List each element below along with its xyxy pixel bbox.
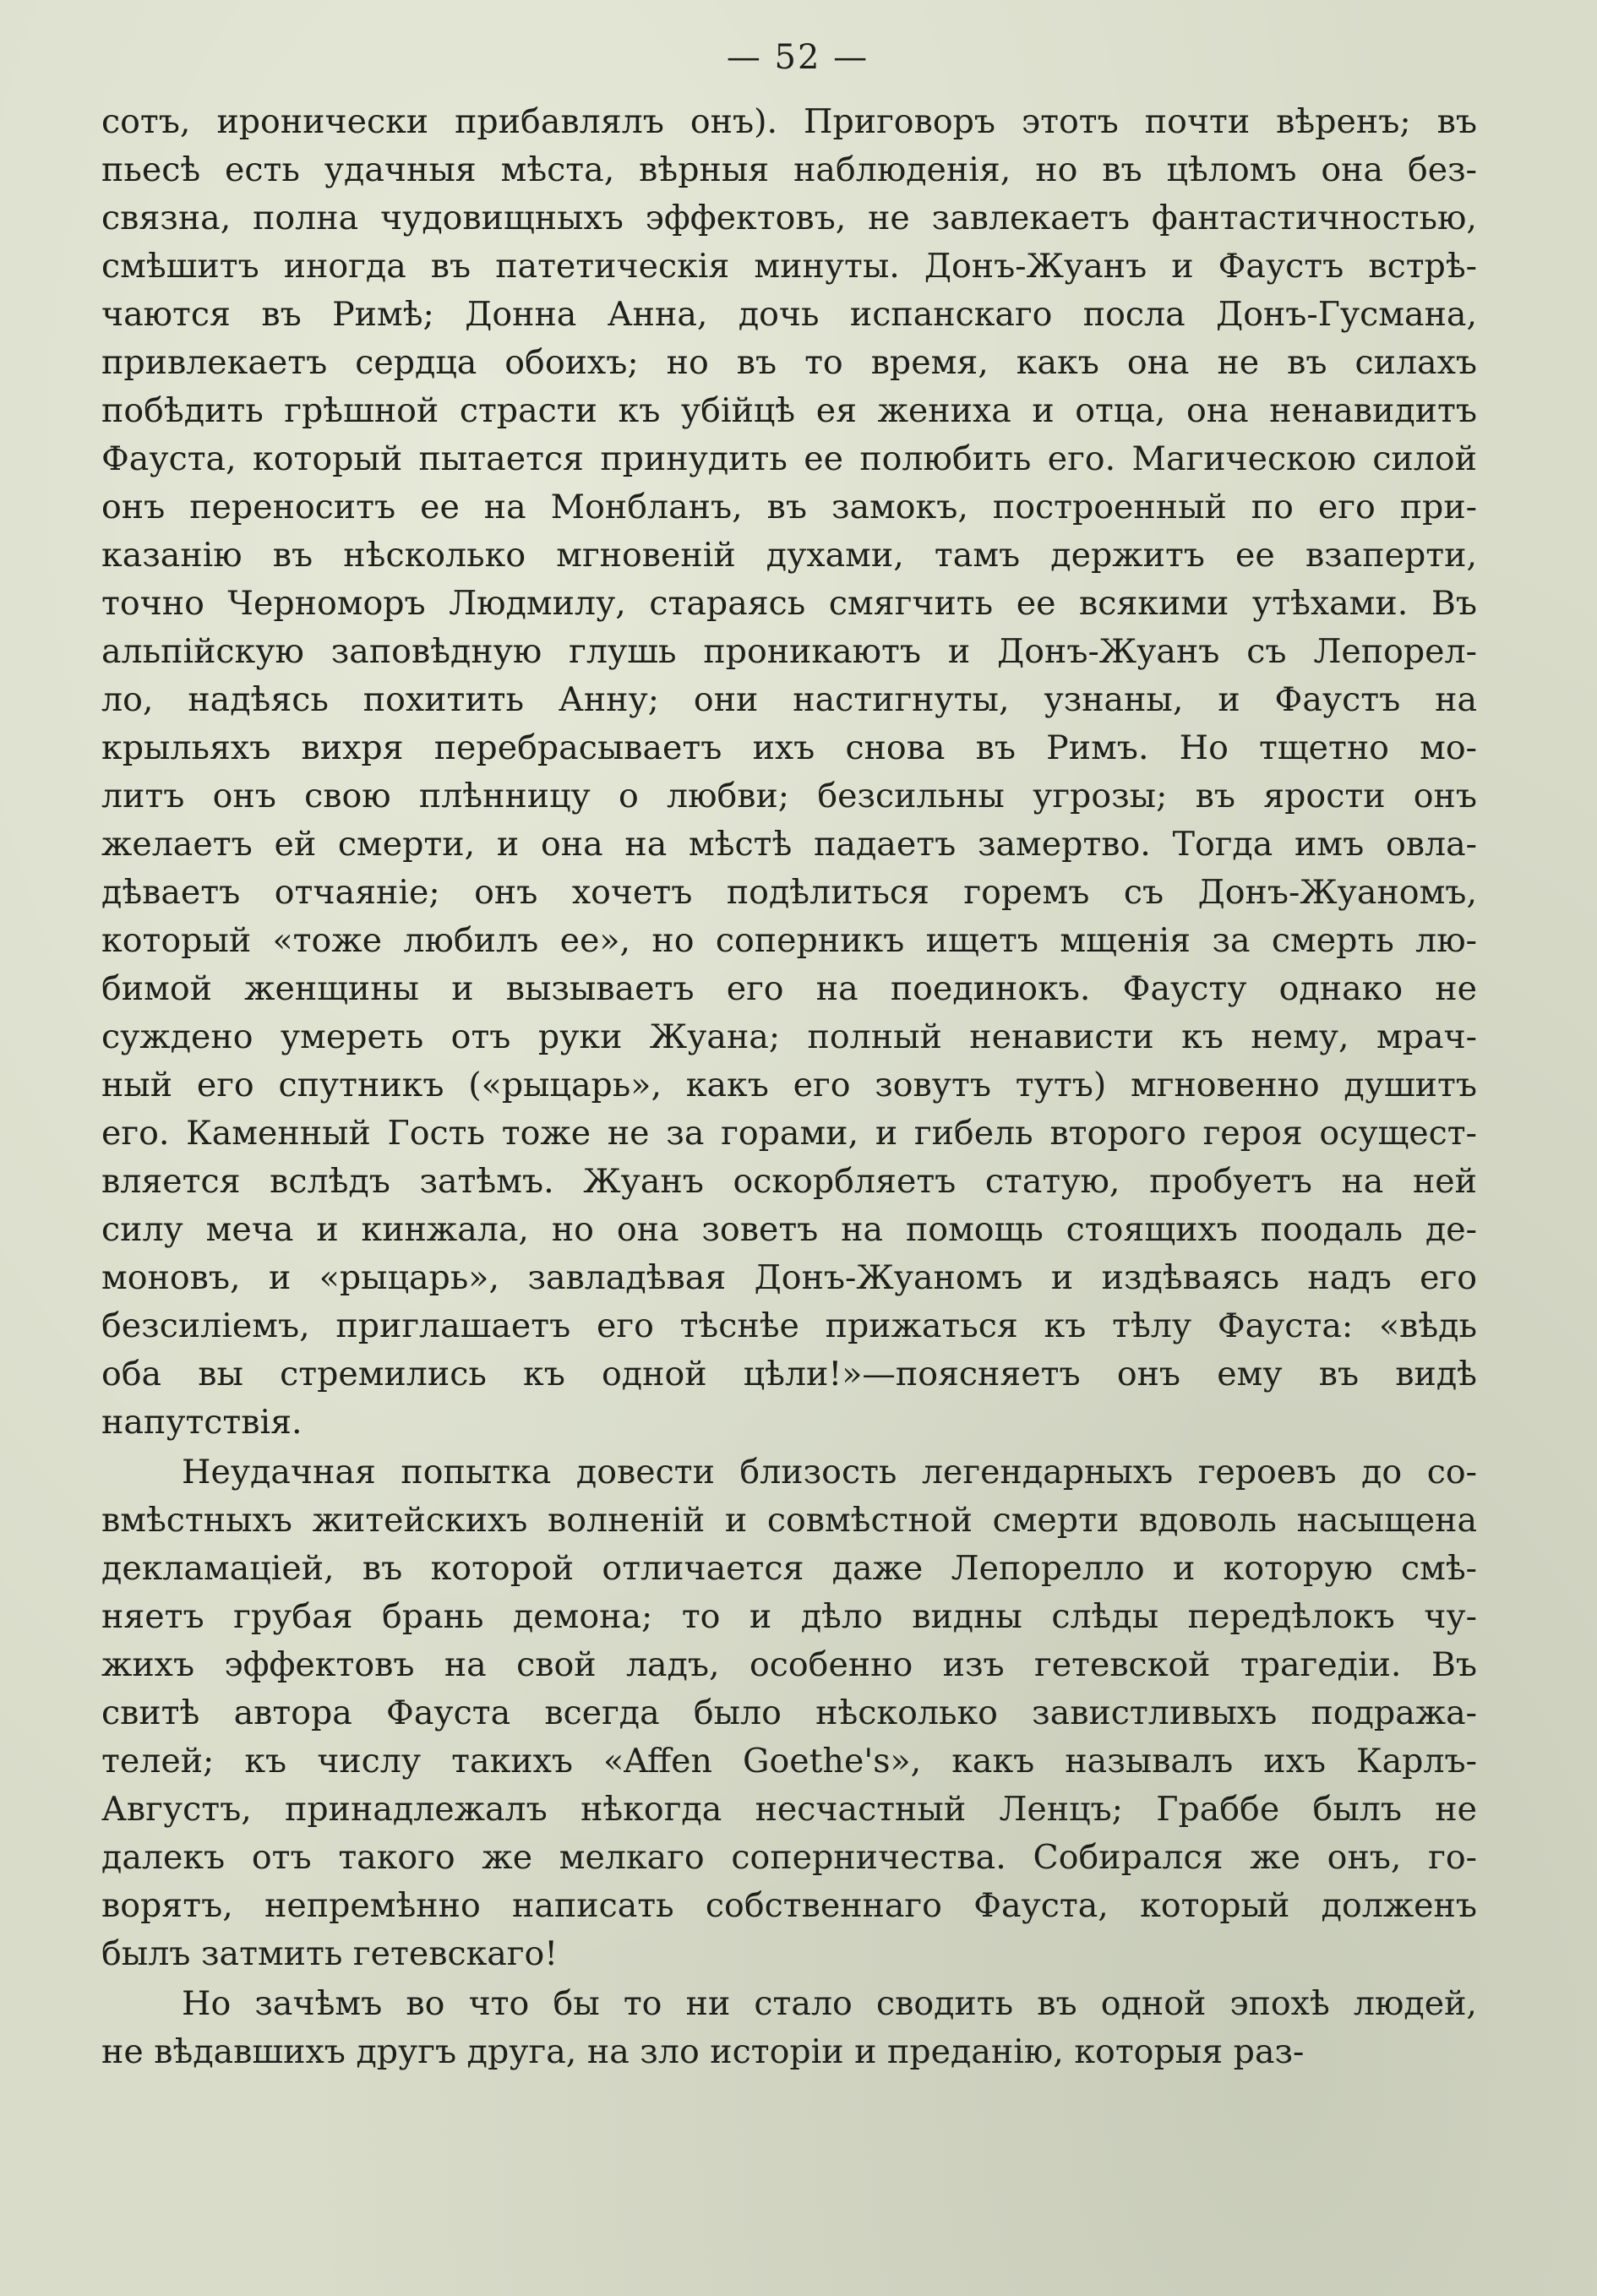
text-line: оба вы стремились къ одной цѣли!»—поясняетъ онъ ему въ видѣ	[101, 1355, 1477, 1393]
text-line: желаетъ ей смерти, и она на мѣстѣ падаетъ замертво. Тогда имъ овла-	[101, 825, 1477, 864]
text-line: чаются въ Римѣ; Донна Анна, дочь испанскаго посла Донъ-Гусмана,	[101, 295, 1477, 334]
text-line: бимой женщины и вызываетъ его на поединокъ. Фаусту однако не	[101, 969, 1477, 1008]
text-line: Августъ, принадлежалъ нѣкогда несчастный Ленцъ; Граббе былъ не	[101, 1790, 1477, 1829]
text-line: смѣшитъ иногда въ патетическія минуты. Донъ-Жуанъ и Фаустъ встрѣ-	[101, 247, 1477, 286]
text-line: суждено умереть отъ руки Жуана; полный ненависти къ нему, мрач-	[101, 1017, 1477, 1056]
text-line: побѣдить грѣшной страсти къ убійцѣ ея жениха и отца, она ненавидитъ	[101, 391, 1477, 430]
text-line: Неудачная попытка довести близость легендарныхъ героевъ до со-	[182, 1453, 1477, 1492]
text-line: который «тоже любилъ ее», но соперникъ ищетъ мщенія за смерть лю-	[101, 921, 1477, 960]
text-line: ный его спутникъ («рыцарь», какъ его зовутъ тутъ) мгновенно душитъ	[101, 1066, 1477, 1104]
text-line: моновъ, и «рыцарь», завладѣвая Донъ-Жуаномъ и издѣваясь надъ его	[101, 1258, 1477, 1297]
text-line: крыльяхъ вихря перебрасываетъ ихъ снова въ Римъ. Но тщетно мо-	[101, 728, 1477, 767]
text-line: связна, полна чудовищныхъ эффектовъ, не завлекаетъ фантастичностью,	[101, 199, 1477, 237]
text-line: ло, надѣясь похитить Анну; они настигнуты, узнаны, и Фаустъ на	[101, 680, 1477, 719]
text-line: точно Черноморъ Людмилу, стараясь смягчить ее всякими утѣхами. Въ	[101, 584, 1477, 623]
text-line: Фауста, который пытается принудить ее полюбить его. Магическою силой	[101, 439, 1477, 478]
text-line: напутствія.	[101, 1403, 303, 1442]
text-line: вляется вслѣдъ затѣмъ. Жуанъ оскорбляетъ статую, пробуетъ на ней	[101, 1162, 1477, 1201]
body-text	[101, 98, 1477, 2076]
paragraph	[101, 98, 1477, 1447]
text-line: сотъ, иронически прибавлялъ онъ). Приговоръ этотъ почти вѣренъ; въ	[101, 102, 1477, 141]
text-line: былъ затмить гетевскаго!	[101, 1934, 559, 1973]
text-line: казанію въ нѣсколько мгновеній духами, тамъ держитъ ее взаперти,	[101, 536, 1477, 575]
text-line: привлекаетъ сердца обоихъ; но въ то время, какъ она не въ силахъ	[101, 343, 1477, 382]
text-line: пьесѣ есть удачныя мѣста, вѣрныя наблюденія, но въ цѣломъ она без-	[101, 150, 1477, 189]
text-line: онъ переноситъ ее на Монбланъ, въ замокъ, построенный по его при-	[101, 488, 1477, 526]
text-line: силу меча и кинжала, но она зоветъ на помощь стоящихъ поодаль де-	[101, 1210, 1477, 1249]
paragraph	[101, 1980, 1477, 2076]
text-line: не вѣдавшихъ другъ друга, на зло исторіи и преданію, которыя раз-	[101, 2032, 1305, 2071]
paragraph	[101, 1448, 1477, 1978]
text-line: Но зачѣмъ во что бы то ни стало сводить въ одной эпохѣ людей,	[182, 1984, 1477, 2023]
text-line: декламаціей, въ которой отличается даже Лепорелло и которую смѣ-	[101, 1549, 1477, 1588]
text-line: безсиліемъ, приглашаетъ его тѣснѣе прижаться къ тѣлу Фауста: «вѣдь	[101, 1306, 1477, 1345]
text-line: его. Каменный Гость тоже не за горами, и гибель второго героя осущест-	[101, 1114, 1477, 1153]
text-line: няетъ грубая брань демона; то и дѣло видны слѣды передѣлокъ чу-	[101, 1597, 1477, 1636]
text-line: телей; къ числу такихъ «Affen Goethe's», какъ называлъ ихъ Карлъ-	[101, 1742, 1477, 1781]
text-line: дѣваетъ отчаяніе; онъ хочетъ подѣлиться горемъ съ Донъ-Жуаномъ,	[101, 873, 1477, 912]
text-line: ворятъ, непремѣнно написать собственнаго Фауста, который долженъ	[101, 1886, 1477, 1925]
page-number: — 52 —	[726, 38, 869, 77]
text-line: свитѣ автора Фауста всегда было нѣсколько завистливыхъ подража-	[101, 1693, 1477, 1732]
text-line: вмѣстныхъ житейскихъ волненій и совмѣстной смерти вдоволь насыщена	[101, 1501, 1477, 1540]
text-line: жихъ эффектовъ на свой ладъ, особенно изъ гетевской трагедіи. Въ	[101, 1645, 1477, 1684]
text-line: литъ онъ свою плѣнницу о любви; безсильны угрозы; въ ярости онъ	[101, 777, 1477, 815]
text-line: далекъ отъ такого же мелкаго соперничества. Собирался же онъ, го-	[101, 1838, 1477, 1877]
text-line: альпійскую заповѣдную глушь проникаютъ и Донъ-Жуанъ съ Лепорел-	[101, 632, 1477, 671]
